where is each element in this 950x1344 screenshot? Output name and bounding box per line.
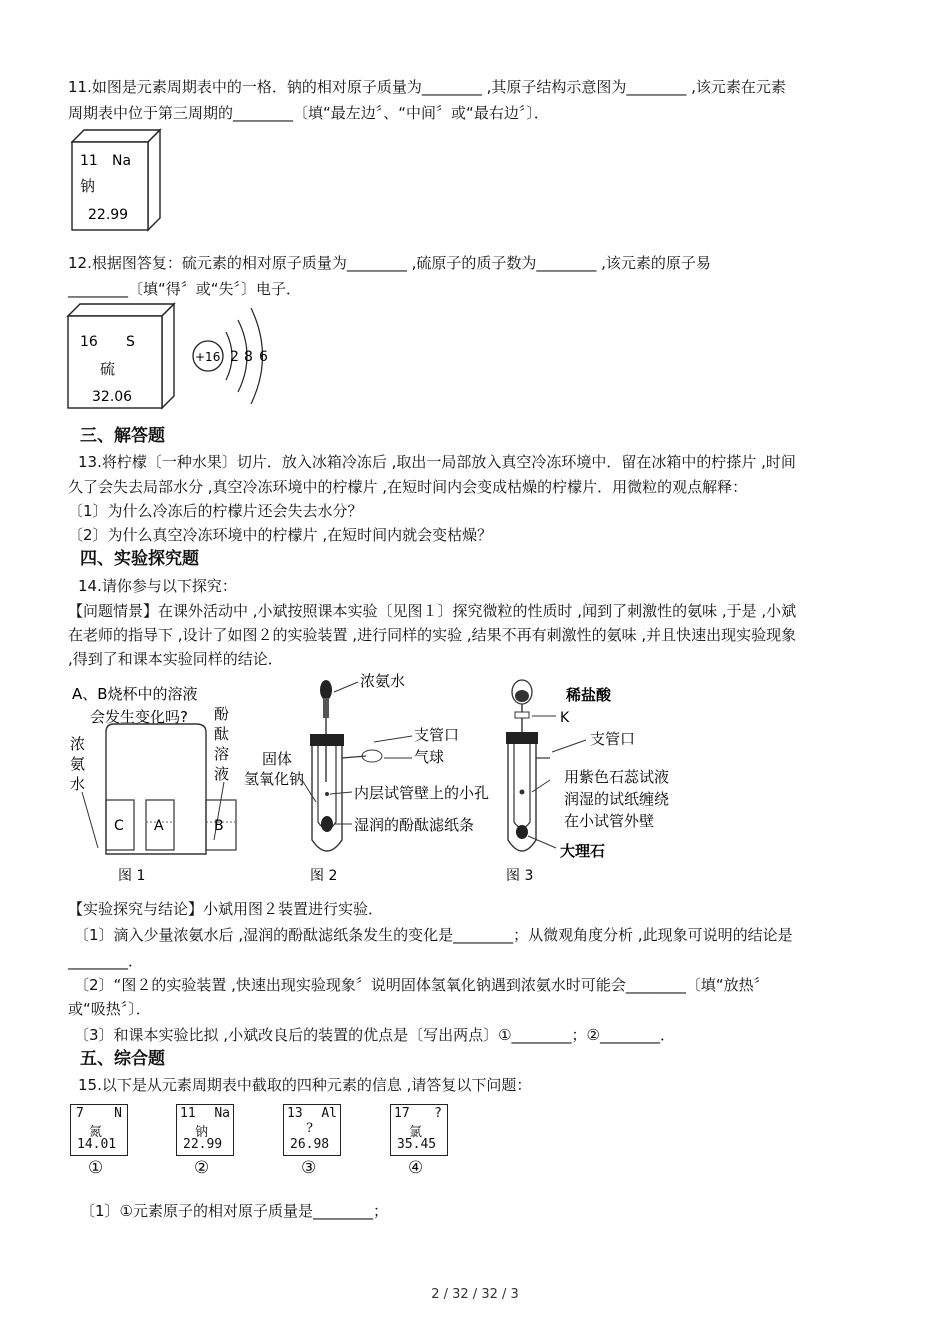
element-cell-nitrogen: 7 N 氮 14.01 <box>70 1104 128 1156</box>
element-cell-chlorine: 17 ? 氯 35.45 <box>390 1104 448 1156</box>
q13-sub1: 〔1〕为什么冷冻后的柠檬片还会失去水分？ <box>68 502 363 520</box>
svg-text:大理石: 大理石 <box>560 842 606 860</box>
svg-text:湿润的酚酞滤纸条: 湿润的酚酞滤纸条 <box>354 816 475 834</box>
svg-text:图 1: 图 1 <box>118 868 146 884</box>
section4-title: 四、实验探究题 <box>80 549 199 569</box>
svg-text:浓: 浓 <box>70 735 86 753</box>
q14-sub1a: 〔1〕滴入少量浓氨水后 ,湿润的酚酞滤纸条发生的变化是________；从微观角度分析 ,此现象可说明的结论是 <box>74 926 793 944</box>
q14-p3: ,得到了和课本实验同样的结论． <box>68 650 283 668</box>
sulfur-mass: 32.06 <box>92 389 133 405</box>
q14-p1: 【问题情景】在课外活动中 ,小斌按照课本实验〔见图１〕探究微粒的性质时 ,闻到了刺激性的氨味 ,于是 ,小斌 <box>68 602 797 620</box>
q12-line1: 12.根据图答复：硫元素的相对原子质量为________ ,硫原子的质子数为________ ,该元素的原子易 <box>68 254 711 272</box>
svg-text:图 2: 图 2 <box>310 868 338 884</box>
q11-line1: 11.如图是元素周期表中的一格．钠的相对原子质量为________ ,其原子结构示意图为________ ,该元素在元素 <box>68 78 786 96</box>
sulfur-figure <box>66 302 276 410</box>
svg-text:图 3: 图 3 <box>506 868 534 884</box>
q13-sub2: 〔2〕为什么真空冷冻环境中的柠檬片 ,在短时间内就会变枯燥？ <box>68 526 493 544</box>
q14-sub2b: 或“吸热〞〕． <box>68 1000 151 1018</box>
svg-text:K: K <box>560 710 570 726</box>
svg-text:支管口: 支管口 <box>590 730 636 748</box>
q15-sub1: 〔1〕①元素原子的相对原子质量是________； <box>80 1202 388 1220</box>
figure-2 <box>244 672 489 884</box>
sodium-cell-figure <box>70 128 162 232</box>
svg-text:稀盐酸: 稀盐酸 <box>566 686 612 704</box>
q12-line2: ________〔填“得〞或“失〞〕电子． <box>68 280 302 298</box>
sodium-number: 11 <box>80 153 98 169</box>
svg-text:会发生变化吗?: 会发生变化吗? <box>90 708 188 726</box>
cell-label-1: ① <box>88 1158 104 1178</box>
sodium-mass: 22.99 <box>88 207 129 223</box>
conclusion-heading: 【实验探究与结论】小斌用图２装置进行实验． <box>68 900 384 918</box>
element-cell-sodium: 11 Na 钠 22.99 <box>176 1104 234 1156</box>
svg-text:内层试管壁上的小孔: 内层试管壁上的小孔 <box>354 784 490 802</box>
q14-p2: 在老师的指导下 ,设计了如图２的实验装置 ,进行同样的实验 ,结果不再有刺激性的氨味 ,并且快速出现实验现象 <box>68 626 797 644</box>
svg-text:用紫色石蕊试液: 用紫色石蕊试液 <box>564 768 670 786</box>
figure-1 <box>70 685 236 884</box>
q13-line2: 久了会失去局部水分 ,真空冷冻环境中的柠檬片 ,在短时间内会变成枯燥的柠檬片．用微粒的观点解释： <box>68 478 748 496</box>
q14-sub3: 〔3〕和课本实验比拟 ,小斌改良后的装置的优点是〔写出两点〕①________；②________． <box>74 1026 675 1044</box>
svg-text:支管口: 支管口 <box>414 726 460 744</box>
svg-text:润湿的试纸缠绕: 润湿的试纸缠绕 <box>564 790 670 808</box>
q11-line2: 周期表中位于第三周期的________〔填“最左边〞、“中间〞或“最右边〞〕． <box>68 104 549 122</box>
svg-text:B: B <box>214 818 224 834</box>
svg-text:A: A <box>154 818 164 834</box>
cell-label-3: ③ <box>301 1158 317 1178</box>
q15-intro: 15.以下是从元素周期表中截取的四种元素的信息 ,请答复以下问题： <box>78 1076 532 1094</box>
cell-label-4: ④ <box>408 1158 424 1178</box>
q14-sub2a: 〔2〕“图２的实验装置 ,快速出现实验现象〞说明固体氢氧化钠遇到浓氨水时可能会________〔填“放热〞 <box>74 976 769 994</box>
q13-line1: 13.将柠檬〔一种水果〕切片．放入冰箱冷冻后 ,取出一局部放入真空冷冻环境中．留在冰箱中的柠搽片 ,时间 <box>78 453 796 471</box>
sodium-name: 钠 <box>80 177 96 195</box>
svg-text:固体: 固体 <box>262 750 293 768</box>
shell-1: 2 <box>230 349 239 365</box>
svg-text:氢氧化钠: 氢氧化钠 <box>244 770 305 788</box>
svg-text:氨: 氨 <box>70 755 86 773</box>
svg-text:气球: 气球 <box>414 748 445 766</box>
svg-text:在小试管外壁: 在小试管外壁 <box>564 812 655 830</box>
section3-title: 三、解答题 <box>80 426 165 446</box>
sulfur-symbol: S <box>126 334 135 350</box>
sulfur-number: 16 <box>80 334 98 350</box>
sodium-symbol: Na <box>112 153 132 169</box>
svg-text:水: 水 <box>70 775 86 793</box>
svg-text:C: C <box>114 818 124 834</box>
section5-title: 五、综合题 <box>80 1049 165 1069</box>
svg-text:浓氨水: 浓氨水 <box>360 672 406 690</box>
page-number: 2 / 32 / 32 / 3 <box>431 1287 519 1302</box>
q14-sub1b: ________． <box>68 952 144 970</box>
element-cell-aluminum: 13 Al ? 26.98 <box>283 1104 341 1156</box>
shell-3: 6 <box>259 349 268 365</box>
nucleus-charge: +16 <box>195 350 221 364</box>
svg-text:酞: 酞 <box>214 725 230 743</box>
svg-text:酚: 酚 <box>214 705 230 723</box>
svg-text:A、B烧杯中的溶液: A、B烧杯中的溶液 <box>72 685 198 703</box>
shell-2: 8 <box>244 349 253 365</box>
experiment-figures <box>66 672 706 892</box>
sulfur-name: 硫 <box>100 360 116 378</box>
svg-text:溶: 溶 <box>214 745 230 763</box>
svg-text:液: 液 <box>214 765 230 783</box>
figure-3 <box>506 680 669 884</box>
cell-label-2: ② <box>194 1158 210 1178</box>
q14-intro: 14.请你参与以下探究： <box>78 577 237 595</box>
